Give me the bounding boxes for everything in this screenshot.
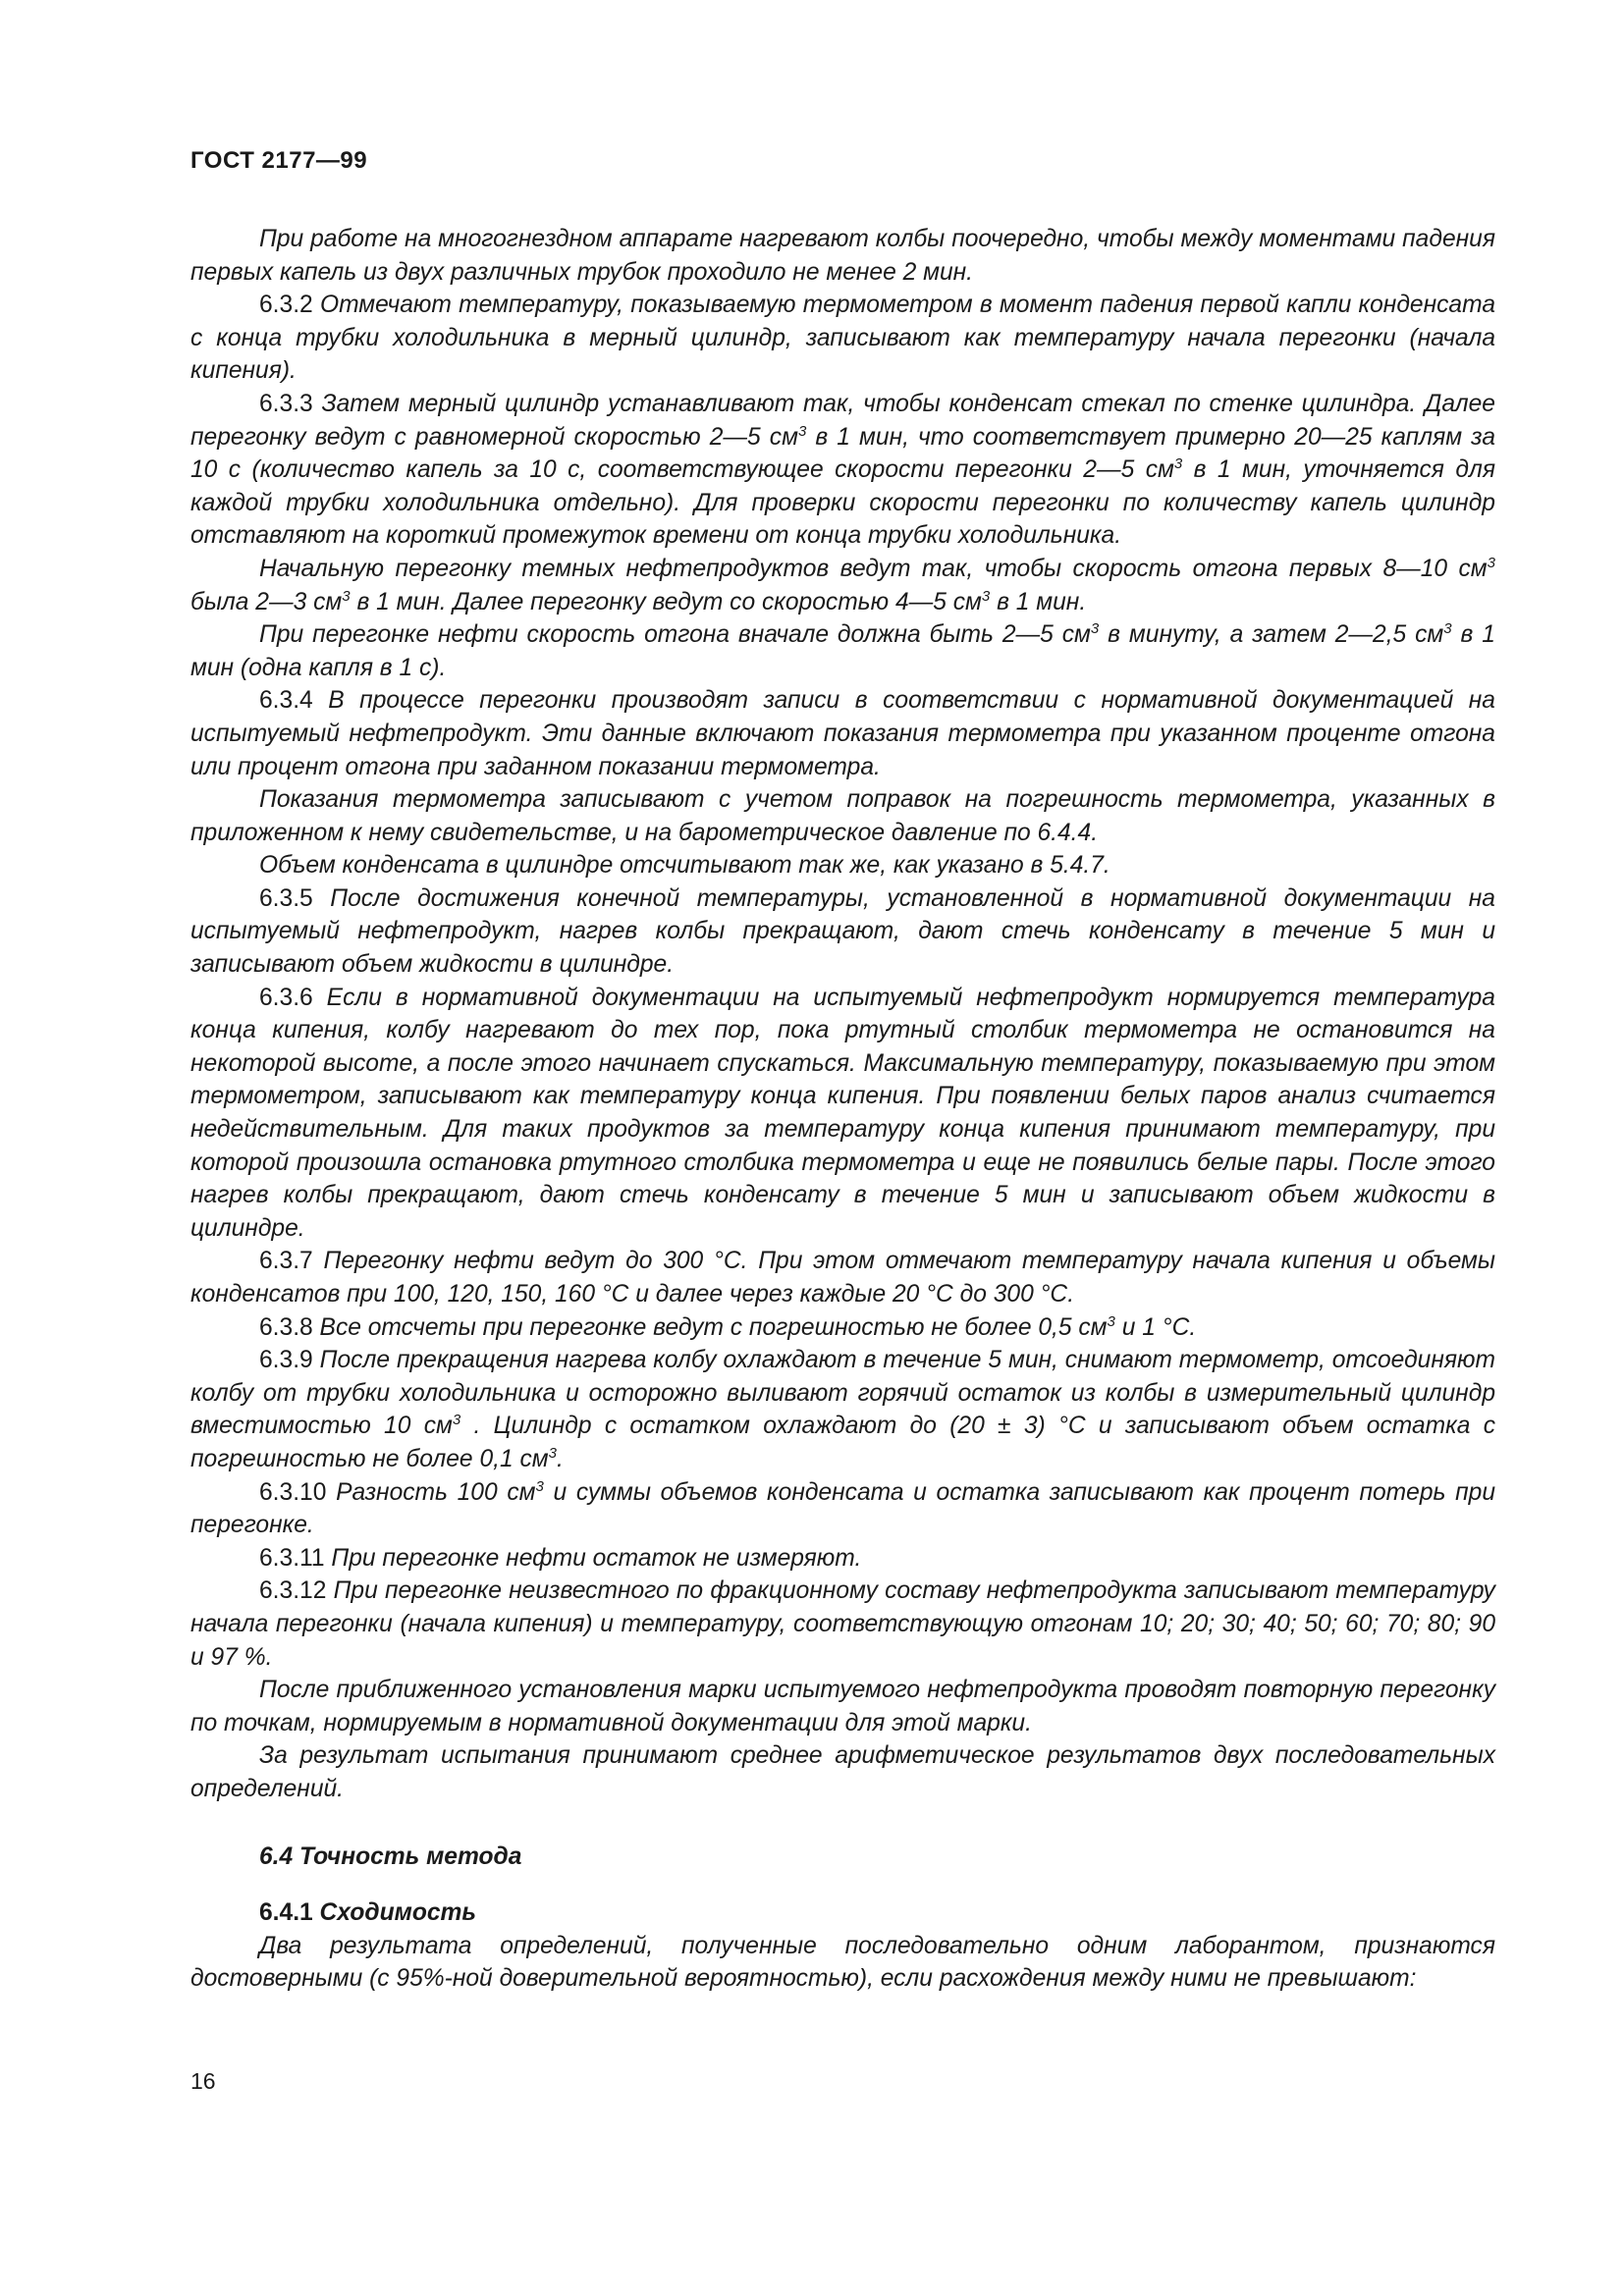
page-number: 16 [190,2068,216,2094]
section-heading-6-4: 6.4 Точность метода [259,1842,522,1870]
paragraph-6-3-4: 6.3.4 В процессе перегонки производят записи в соответствии с нормативной документацией на испытуемый нефтепродукт. Эти данные включают показания термометра при указанном проценте отгона или процент отгона при заданном показании термометра. [190,687,1495,780]
paragraph-6-3-6: 6.3.6 Если в нормативной документации на испытуемый нефтепродукт нормируется температура конца кипения, колбу нагревают до тех пор, пока ртутный столбик термометра не остановится на некоторой высоте, а после этого начинает спускаться. Максимальную температуру, показываемую при этом термометром, записывают как температуру конца кипения. При появлении белых паров анализ считается недействительным. Для таких продуктов за температуру конца кипения принимают температуру, при которой произошла остановка ртутного столбика термометра и еще не появились белые пары. После этого нагрев колбы прекращают, дают стечь конденсату в течение 5 мин и записывают объем жидкости в цилиндре. [190,984,1495,1242]
paragraph-6-3-10: 6.3.10 Разность 100 $см^3$ и суммы объемов конденсата и остатка записывают как процент потерь при перегонке. [190,1477,1495,1539]
paragraph-condensate-volume: Объем конденсата в цилиндре отсчитывают так же, как указано в 5.4.7. [259,852,1110,880]
paragraph-6-3-5: 6.3.5 После достижения конечной температуры, установленной в нормативной документации на испытуемый нефтепродукт, нагрев колбы прекращают, дают стечь конденсату в течение 5 мин и записывают объем жидкости в цилиндре. [190,884,1495,979]
clause-number: 6.3.7 [259,1248,313,1275]
paragraph-6-3-3: 6.3.3 Затем мерный цилиндр устанавливают так, чтобы конденсат стекал по стенке цилиндра. Далее перегонку ведут с равномерной скоростью 2—5 $см^3$ в 1 мин, что соответствует примерно 20—25 каплям за 10 с (количество капель за 10 с, соответствующее скорости перегонки 2—5 $см^3$ в 1 мин, уточняется для каждой трубки холодильника отдельно). Для проверки скорости перегонки по количеству капель цилиндр отставляют на короткий промежуток времени от конца трубки холодильника. [190,390,1496,550]
clause-number: 6.3.8 [259,1313,313,1341]
paragraph-test-result: За результат испытания принимают среднее арифметическое результатов двух последовательных определений. [190,1742,1495,1802]
document-body [190,223,1495,1996]
clause-number: 6.3.6 [259,984,313,1011]
section-heading-6-4-1: 6.4.1 Сходимость [259,1899,476,1927]
document-header: ГОСТ 2177—99 [190,147,368,174]
paragraph-6-3-2: 6.3.2 Отмечают температуру, показываемую термометром в момент падения первой капли конденсата с конца трубки холодильника в мерный цилиндр, записывают как температуру начала перегонки (начала кипения). [190,292,1495,385]
paragraph-repeatability: Два результата определений, полученные последовательно одним лаборантом, признаются достоверными (с 95%-ной доверительной вероятностью), если расхождения между ними не превышают: [190,1932,1495,1993]
paragraph-multi-nest-heating: При работе на многогнездном аппарате нагревают колбы поочередно, чтобы между моментами падения первых капель из двух различных трубок проходило не менее 2 мин. [190,226,1495,286]
paragraph-6-3-12: 6.3.12 При перегонке неизвестного по фракционному составу нефтепродукта записывают температуру начала перегонки (начала кипения) и температуру, соответствующую отгонам 10; 20; 30; 40; 50; 60; 70; 80; 90 и 97 %. [190,1577,1495,1671]
clause-number: 6.3.5 [259,884,313,912]
paragraph-thermometer-corrections: Показания термометра записывают с учетом поправок на погрешность термометра, указанных в приложенном к нему свидетельстве, и на барометрическое давление по 6.4.4. [190,786,1495,846]
paragraph-6-3-7: 6.3.7 Перегонку нефти ведут до 300 °С. При этом отмечают температуру начала кипения и объемы конденсатов при 100, 120, 150, 160 °С и далее через каждые 20 °С до 300 °С. [190,1248,1495,1308]
paragraph-crude-oil-rate: При перегонке нефти скорость отгона вначале должна быть 2—5 $см^3$ в минуту, а затем 2—2,5 $см^3$ в 1 мин (одна капля в 1 с). [190,620,1495,681]
clause-number: 6.3.2 [259,292,313,319]
clause-number: 6.3.9 [259,1347,313,1374]
clause-number: 6.3.12 [259,1577,327,1605]
clause-number: 6.3.4 [259,687,313,715]
clause-number: 6.3.11 [259,1544,325,1572]
paragraph-dark-products: Начальную перегонку темных нефтепродуктов ведут так, чтобы скорость отгона первых 8—10 $см^3$ была 2—3 $см^3$ в 1 мин. Далее перегонку ведут со скоростью 4—5 $см^3$ в 1 мин. [190,554,1495,615]
paragraph-6-3-9: 6.3.9 После прекращения нагрева колбу охлаждают в течение 5 мин, снимают термометр, отсоединяют колбу от трубки холодильника и осторожно выливают горячий остаток из колбы в измерительный цилиндр вместимостью 10 $см^3$ . Цилиндр с остатком охлаждают до (20 ± 3) °С и записывают объем остатка с погрешностью не более 0,1 $см^3$. [190,1347,1496,1472]
clause-number: 6.3.3 [259,390,313,417]
paragraph-6-3-8: 6.3.8 Все отсчеты при перегонке ведут с погрешностью не более 0,5 $см^3$ и 1 °С. [259,1312,1197,1341]
paragraph-6-3-11: 6.3.11 При перегонке нефти остаток не измеряют. [259,1544,862,1572]
paragraph-repeat-distillation: После приближенного установления марки испытуемого нефтепродукта проводят повторную перегонку по точкам, нормируемым в нормативной документации для этой марки. [190,1677,1495,1736]
clause-number: 6.3.10 [259,1478,327,1506]
